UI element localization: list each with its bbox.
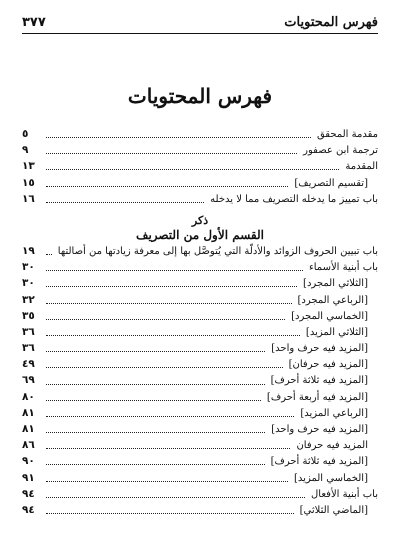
toc-entry [22, 142, 378, 158]
toc-entry-page: ٩٠ [22, 455, 35, 468]
dot-leader [46, 201, 204, 203]
toc-entry-page: ٣٦ [22, 342, 35, 355]
toc-entry-label: [الخماسي المزيد] [294, 472, 368, 484]
toc-entry-label: [تقسيم التصريف] [294, 177, 368, 189]
toc-entry-page: ٣٠ [22, 277, 35, 290]
toc-entry [22, 275, 378, 291]
toc-entry-label: [الماضي الثلاثي] [299, 504, 368, 516]
dot-leader [46, 447, 290, 449]
dot-leader [46, 334, 300, 336]
dot-leader [46, 415, 294, 417]
toc-entry-page: ٩٤ [22, 503, 35, 516]
toc-entry-label: [الرباعي المجرد] [297, 294, 368, 306]
toc-entry [22, 126, 378, 142]
toc-entry [22, 389, 378, 405]
toc-entry-label: باب تمييز ما يدخله التصريف مما لا يدخله [210, 193, 378, 205]
toc-entry [22, 356, 378, 372]
toc-entry-page: ٤٩ [22, 358, 35, 371]
toc-entry-label: [المزيد فيه ثلاثة أحرف] [270, 375, 368, 387]
section-heading [22, 213, 378, 243]
toc-entry-label: [الثلاثي المجرد] [303, 278, 368, 290]
toc-entry-page: ١٦ [22, 192, 35, 205]
table-of-contents [22, 126, 378, 518]
dot-leader [46, 480, 288, 482]
toc-entry-label: المزيد فيه حرفان [296, 440, 368, 452]
section-heading-line1: ذكر [191, 213, 209, 227]
toc-entry-label: المقدمة [345, 161, 378, 173]
toc-entry-label: [المزيد فيه أربعة أحرف] [266, 391, 368, 403]
toc-entry-page: ٩٤ [22, 487, 35, 500]
toc-entry-label: [الرباعي المزيد] [300, 407, 368, 419]
toc-entry-page: ٦٩ [22, 374, 35, 387]
toc-entry-label: مقدمة المحقق [316, 129, 378, 140]
toc-entry [22, 372, 378, 388]
toc-entry-page: ٨١ [22, 423, 35, 435]
toc-entry [22, 405, 378, 421]
toc-entry-page: ٨٦ [22, 439, 35, 452]
toc-entry-label: [الثلاثي المزيد] [305, 326, 368, 338]
running-title: فهرس المحتويات [284, 15, 378, 30]
toc-entry-label: باب أبنية الأسماء [309, 262, 378, 274]
dot-leader [46, 318, 285, 320]
dot-leader [46, 399, 261, 401]
toc-entry-page: ١٣ [22, 160, 35, 173]
toc-entry-page: ٣٦ [22, 325, 35, 338]
toc-entry-label: [الخماسي المجرد] [291, 310, 368, 322]
toc-entry-page: ٣٥ [22, 309, 35, 322]
toc-entry [22, 243, 378, 259]
dot-leader [46, 185, 288, 187]
dot-leader [46, 269, 303, 271]
toc-entry-label: [المزيد فيه حرف واحد] [271, 424, 368, 435]
toc-section-group [22, 243, 378, 518]
dot-leader [46, 285, 297, 287]
dot-leader [46, 431, 265, 433]
toc-entry [22, 470, 378, 486]
running-header [22, 8, 378, 34]
dot-leader [46, 496, 305, 498]
dot-leader [46, 350, 265, 352]
toc-entry-label: [المزيد فيه ثلاثة أحرف] [270, 456, 368, 468]
toc-entry [22, 308, 378, 324]
page-title: فهرس المحتويات [127, 84, 273, 108]
toc-entry [22, 340, 378, 356]
section-heading-line2: القسم الأول من التصريف [136, 227, 264, 242]
toc-entry-label: باب تبيين الحروف الزوائد والأدلّة التي يُتوصَّل بها إلى معرفة زيادتها من أصالتها [57, 245, 378, 257]
toc-entry-page: ٣٠ [22, 261, 35, 274]
toc-entry-label: ترجمة ابن عصفور [303, 145, 378, 157]
toc-entry [22, 437, 378, 453]
toc-entry [22, 486, 378, 502]
dot-leader [46, 302, 292, 304]
page-number: ٣٧٧ [22, 15, 46, 30]
dot-leader [46, 463, 265, 465]
dot-leader [46, 383, 265, 385]
toc-entry [22, 324, 378, 340]
toc-entry [22, 158, 378, 174]
toc-entry [22, 502, 378, 518]
toc-entry-page: ٨٠ [22, 390, 35, 403]
toc-entry [22, 453, 378, 469]
toc-entry [22, 175, 378, 191]
toc-top-group [22, 126, 378, 207]
toc-entry [22, 259, 378, 275]
toc-entry-page: ١٥ [22, 176, 35, 189]
dot-leader [46, 136, 311, 138]
dot-leader [46, 168, 339, 170]
toc-entry-label: [المزيد فيه حرفان] [288, 359, 368, 371]
toc-entry-page: ٩ [22, 144, 29, 157]
dot-leader [46, 366, 283, 368]
toc-entry-page: ٣٢ [22, 293, 35, 306]
toc-entry-label: [المزيد فيه حرف واحد] [271, 343, 368, 355]
toc-entry-label: باب أبنية الأفعال [311, 488, 378, 500]
dot-leader [46, 253, 52, 255]
toc-entry [22, 191, 378, 207]
toc-entry [22, 292, 378, 308]
dot-leader [46, 152, 297, 154]
toc-entry-page: ٥ [22, 128, 29, 140]
toc-entry-page: ٨١ [22, 406, 35, 419]
toc-entry-page: ٩١ [22, 471, 35, 484]
dot-leader [46, 512, 294, 514]
toc-entry-page: ١٩ [22, 244, 35, 257]
toc-entry [22, 421, 378, 437]
